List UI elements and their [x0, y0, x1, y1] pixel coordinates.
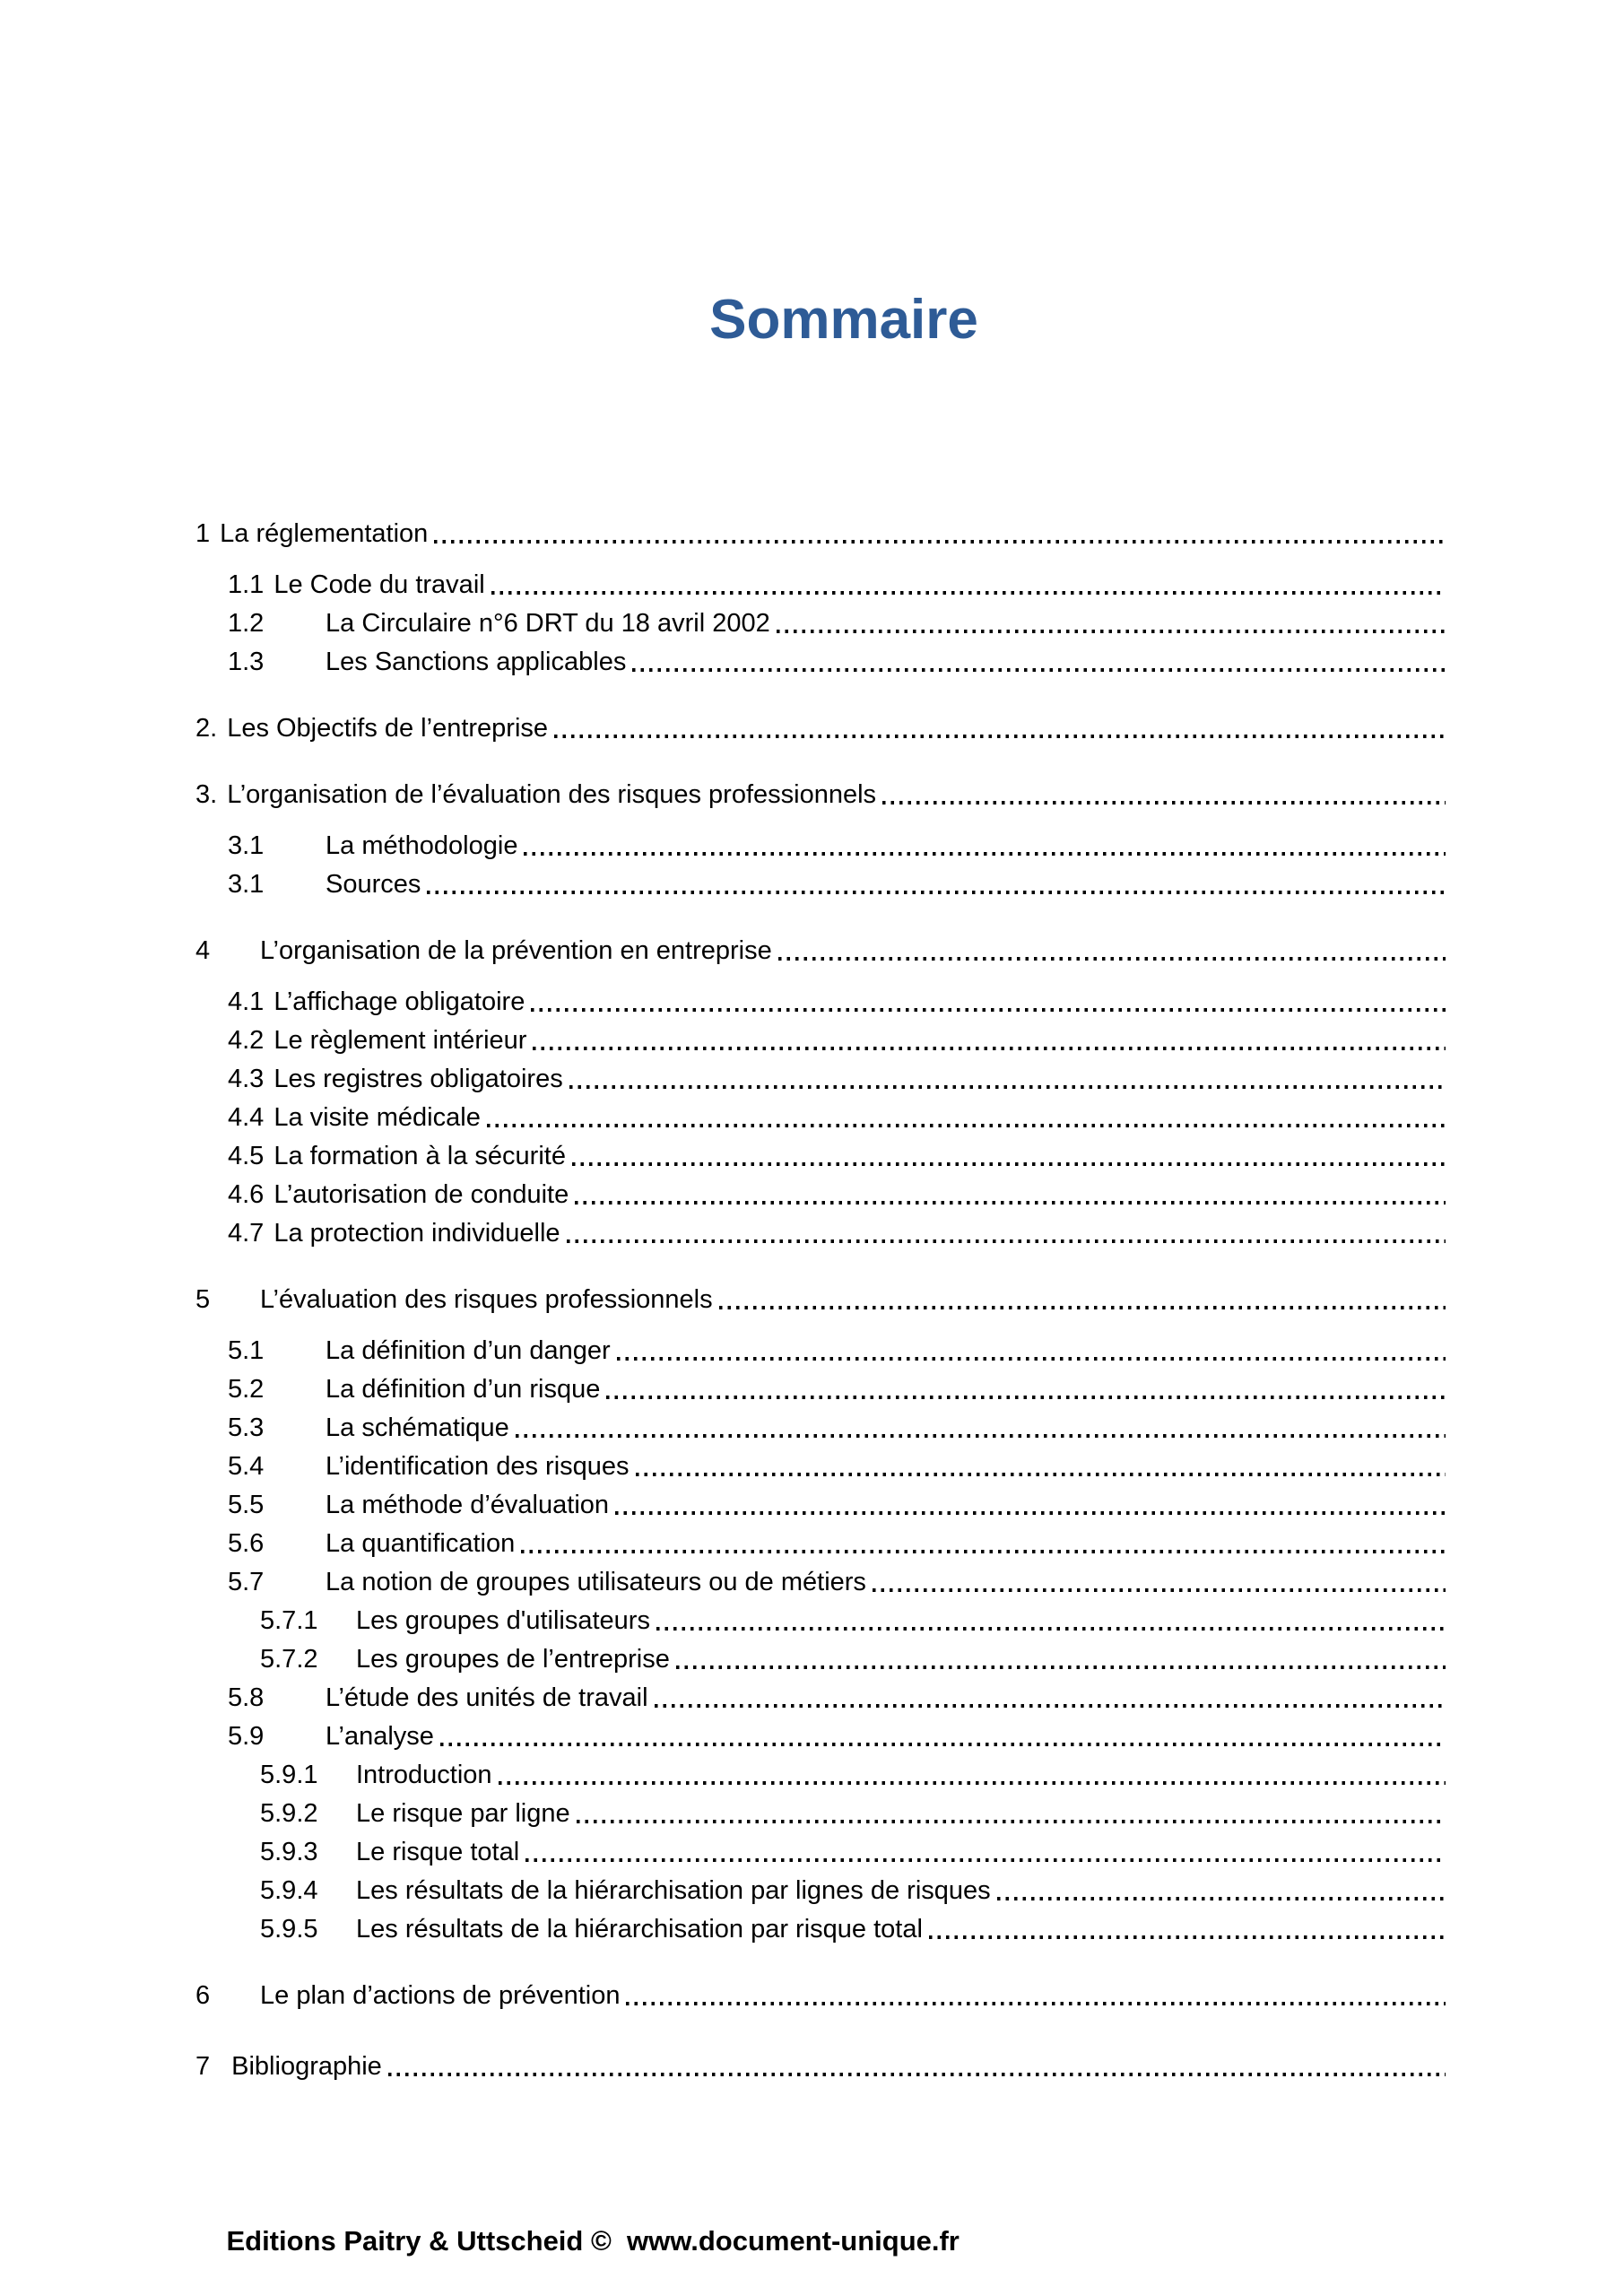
toc-entry-number: 5.9.3 [260, 1838, 318, 1866]
toc-entry[interactable] [195, 1563, 1446, 1602]
page-title: Sommaire [709, 289, 978, 351]
toc-entry[interactable] [195, 865, 1446, 904]
dot-leader [873, 1563, 1446, 1602]
toc-entry[interactable] [195, 1872, 1446, 1910]
dot-leader [929, 1910, 1446, 1949]
toc-entry-number: 4.1 [228, 987, 265, 1016]
toc-entry-label: Les Objectifs de l’entreprise [227, 714, 549, 743]
dot-leader [572, 1137, 1446, 1176]
toc-entry-number: 2. [195, 714, 218, 743]
toc-entry-label: La réglementation [220, 519, 429, 548]
toc-entry[interactable] [195, 827, 1446, 865]
toc-entry[interactable] [195, 1833, 1446, 1872]
toc-entry[interactable] [195, 1370, 1446, 1409]
dot-leader [525, 1833, 1446, 1872]
footer [195, 2190, 960, 2292]
toc-entry-label: Bibliographie [231, 2052, 382, 2081]
dot-leader [656, 1602, 1446, 1640]
toc-entry-label: L’autorisation de conduite [274, 1180, 569, 1209]
toc-entry[interactable] [195, 2048, 1446, 2086]
toc-entry-label: La définition d’un risque [326, 1375, 601, 1404]
toc-entry-label: Le règlement intérieur [274, 1026, 527, 1055]
toc-entry[interactable] [195, 1718, 1446, 1756]
toc-entry-number: 5.8 [228, 1683, 265, 1712]
toc-entry-label: Les groupes d'utilisateurs [356, 1606, 650, 1635]
toc-entry-label: La Circulaire n°6 DRT du 18 avril 2002 [326, 609, 770, 638]
toc-entry-label: L’étude des unités de travail [326, 1683, 648, 1712]
dot-leader [499, 1756, 1446, 1795]
table-of-contents [195, 515, 1446, 2086]
toc-entry-number: 5.9.1 [260, 1761, 318, 1789]
toc-entry[interactable] [195, 643, 1446, 682]
toc-entry-number: 4 [195, 936, 211, 965]
toc-entry-label: La quantification [326, 1529, 516, 1558]
toc-entry-label: L’évaluation des risques professionnels [260, 1285, 713, 1314]
toc-entry-number: 5.5 [228, 1491, 265, 1519]
toc-entry-number: 1.1 [228, 570, 265, 599]
toc-entry-label: Le risque total [356, 1838, 520, 1866]
dot-leader [676, 1640, 1446, 1679]
toc-entry-label: Les groupes de l’entreprise [356, 1645, 670, 1674]
toc-entry-label: Le plan d’actions de prévention [260, 1981, 621, 2010]
toc-entry-label: La définition d’un danger [326, 1336, 611, 1365]
dot-leader [427, 865, 1446, 904]
toc-entry-label: La formation à la sécurité [274, 1142, 566, 1170]
dot-leader [434, 515, 1446, 553]
toc-entry-number: 5.9.2 [260, 1799, 318, 1828]
dot-leader [778, 932, 1446, 970]
dot-leader [531, 983, 1446, 1022]
dot-leader [575, 1176, 1446, 1214]
toc-entry-number: 4.6 [228, 1180, 265, 1209]
toc-entry-label: Les registres obligatoires [274, 1065, 563, 1093]
toc-entry-label: L’organisation de l’évaluation des risques professionnels [227, 780, 877, 809]
dot-leader [533, 1022, 1446, 1060]
toc-entry-number: 4.5 [228, 1142, 265, 1170]
toc-entry-label: Les résultats de la hiérarchisation par risque total [356, 1915, 923, 1944]
toc-entry[interactable] [195, 1525, 1446, 1563]
toc-entry[interactable] [195, 1486, 1446, 1525]
dot-leader [626, 1977, 1446, 2015]
dot-leader [617, 1332, 1446, 1370]
toc-entry[interactable] [195, 1099, 1446, 1137]
toc-entry-label: Les résultats de la hiérarchisation par lignes de risques [356, 1876, 991, 1905]
toc-entry-number: 4.7 [228, 1219, 265, 1248]
toc-entry[interactable] [195, 1640, 1446, 1679]
toc-entry-label: La visite médicale [274, 1103, 481, 1132]
toc-entry[interactable] [195, 1409, 1446, 1448]
toc-entry-number: 5.4 [228, 1452, 265, 1481]
dot-leader [882, 776, 1446, 814]
toc-entry-label: Sources [326, 870, 421, 899]
dot-leader [569, 1060, 1446, 1099]
toc-entry-label: Introduction [356, 1761, 492, 1789]
toc-entry-number: 5.7.1 [260, 1606, 318, 1635]
toc-entry-number: 5.9.5 [260, 1915, 318, 1944]
toc-entry-number: 5.7 [228, 1568, 265, 1596]
dot-leader [491, 566, 1446, 604]
dot-leader [655, 1679, 1446, 1718]
toc-entry-label: Le Code du travail [274, 570, 485, 599]
dot-leader [632, 643, 1446, 682]
toc-entry-label: L’organisation de la prévention en entreprise [260, 936, 772, 965]
dot-leader [997, 1872, 1446, 1910]
dot-leader [487, 1099, 1446, 1137]
toc-entry-label: L’affichage obligatoire [274, 987, 525, 1016]
dot-leader [577, 1795, 1446, 1833]
toc-entry[interactable] [195, 515, 1446, 553]
dot-leader [777, 604, 1446, 643]
toc-entry-number: 3.1 [228, 870, 265, 899]
toc-entry[interactable] [195, 1137, 1446, 1176]
toc-entry[interactable] [195, 1602, 1446, 1640]
toc-entry-label: La méthodologie [326, 831, 518, 860]
toc-entry-number: 5.9 [228, 1722, 265, 1751]
toc-entry-number: 1 [195, 519, 211, 548]
dot-leader [636, 1448, 1446, 1486]
toc-entry-label: L’analyse [326, 1722, 434, 1751]
toc-entry[interactable] [195, 1060, 1446, 1099]
dot-leader [524, 827, 1446, 865]
toc-entry[interactable] [195, 1679, 1446, 1718]
toc-entry[interactable] [195, 1795, 1446, 1833]
dot-leader [554, 709, 1446, 748]
toc-entry[interactable] [195, 1448, 1446, 1486]
toc-entry-number: 1.2 [228, 609, 265, 638]
toc-entry[interactable] [195, 1977, 1446, 2015]
toc-entry-number: 1.3 [228, 648, 265, 676]
toc-entry-label: La notion de groupes utilisateurs ou de métiers [326, 1568, 866, 1596]
toc-entry-number: 5.3 [228, 1413, 265, 1442]
footer-text: Editions Paitry & Uttscheid © www.document-unique.fr [226, 2225, 960, 2257]
toc-entry[interactable] [195, 1332, 1446, 1370]
toc-entry-number: 3. [195, 780, 218, 809]
toc-entry-label: L’identification des risques [326, 1452, 630, 1481]
toc-entry-label: La méthode d’évaluation [326, 1491, 610, 1519]
toc-entry[interactable] [195, 709, 1446, 748]
toc-entry-number: 5.9.4 [260, 1876, 318, 1905]
toc-entry[interactable] [195, 1022, 1446, 1060]
dot-leader [440, 1718, 1446, 1756]
toc-entry-number: 4.2 [228, 1026, 265, 1055]
dot-leader [615, 1486, 1446, 1525]
toc-entry-label: La schématique [326, 1413, 509, 1442]
toc-entry[interactable] [195, 932, 1446, 970]
toc-entry-number: 5.6 [228, 1529, 265, 1558]
toc-entry[interactable] [195, 604, 1446, 643]
toc-entry-label: Les Sanctions applicables [326, 648, 627, 676]
toc-entry-number: 4.3 [228, 1065, 265, 1093]
toc-entry[interactable] [195, 1756, 1446, 1795]
dot-leader [567, 1214, 1446, 1253]
toc-entry-label: Le risque par ligne [356, 1799, 570, 1828]
toc-entry-number: 3.1 [228, 831, 265, 860]
toc-entry-number: 6 [195, 1981, 211, 2010]
toc-entry[interactable] [195, 1214, 1446, 1253]
dot-leader [516, 1409, 1446, 1448]
toc-entry-number: 5.1 [228, 1336, 265, 1365]
dot-leader [521, 1525, 1446, 1563]
toc-entry-number: 5 [195, 1285, 211, 1314]
dot-leader [719, 1281, 1446, 1319]
toc-entry-number: 4.4 [228, 1103, 265, 1132]
toc-entry-label: La protection individuelle [274, 1219, 560, 1248]
toc-entry[interactable] [195, 1176, 1446, 1214]
toc-entry-number: 5.2 [228, 1375, 265, 1404]
dot-leader [388, 2048, 1446, 2086]
toc-entry[interactable] [195, 1281, 1446, 1319]
dot-leader [606, 1370, 1446, 1409]
toc-entry-number: 5.7.2 [260, 1645, 318, 1674]
toc-entry-number: 7 [195, 2052, 211, 2081]
toc-entry[interactable] [195, 1910, 1446, 1949]
toc-entry[interactable] [195, 566, 1446, 604]
toc-entry[interactable] [195, 776, 1446, 814]
toc-entry[interactable] [195, 983, 1446, 1022]
